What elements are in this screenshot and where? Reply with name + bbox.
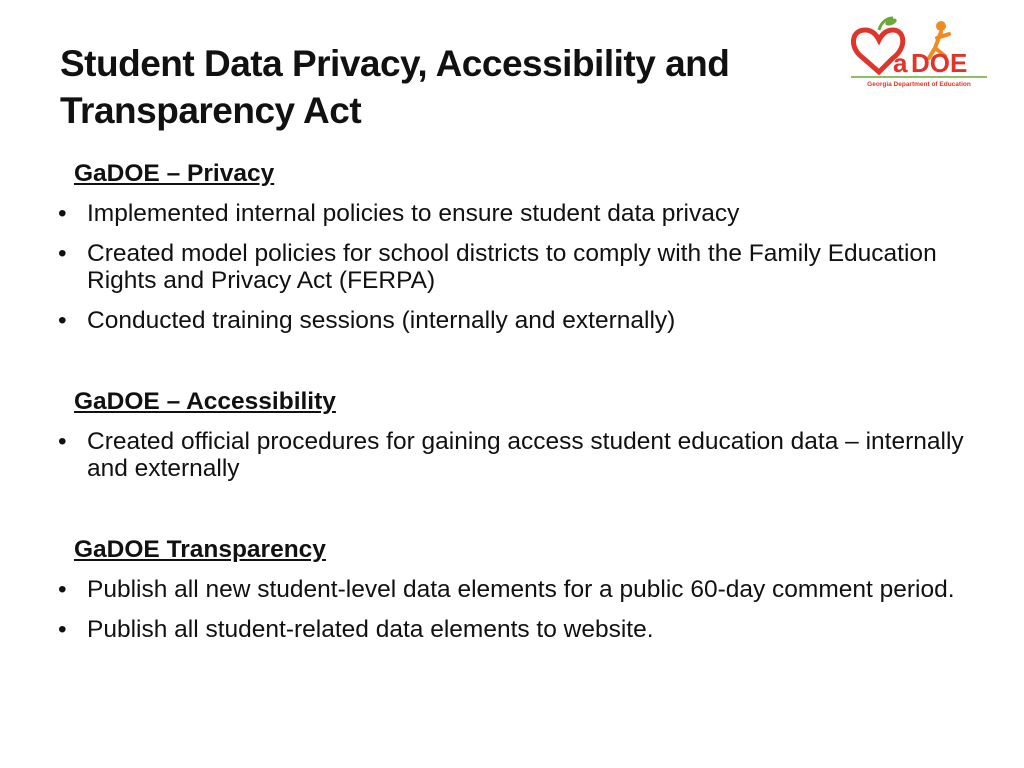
slide-content (56, 160, 976, 656)
privacy-bullet: • Created model policies for school districts to comply with the Family Education Rights and Privacy Act (FERPA) (56, 240, 976, 294)
transparency-section (56, 536, 976, 643)
svg-text:Georgia Department of Educatio: Georgia Department of Education (867, 81, 971, 88)
svg-text:DOE: DOE (911, 48, 968, 78)
transparency-bullet: • Publish all student-related data elements to website. (56, 616, 976, 643)
transparency-bullet-list (56, 576, 976, 643)
svg-text:a: a (893, 48, 908, 78)
privacy-section (56, 160, 976, 334)
gadoe-logo-graphic (845, 14, 993, 90)
accessibility-bullet: • Created official procedures for gaining access student education data – internally and externally (56, 428, 976, 482)
privacy-heading: GaDOE – Privacy (74, 160, 275, 187)
slide-title: Student Data Privacy, Accessibility and Transparency Act (60, 43, 730, 131)
accessibility-section (56, 388, 976, 482)
accessibility-bullet-list (56, 428, 976, 482)
accessibility-heading: GaDOE – Accessibility (74, 388, 336, 415)
privacy-bullet: • Implemented internal policies to ensure student data privacy (56, 200, 976, 227)
transparency-bullet: • Publish all new student-level data elements for a public 60-day comment period. (56, 576, 976, 603)
gadoe-logo (845, 14, 993, 90)
privacy-bullet: • Conducted training sessions (internally and externally) (56, 307, 976, 334)
transparency-heading: GaDOE Transparency (74, 536, 326, 563)
privacy-bullet-list (56, 200, 976, 334)
